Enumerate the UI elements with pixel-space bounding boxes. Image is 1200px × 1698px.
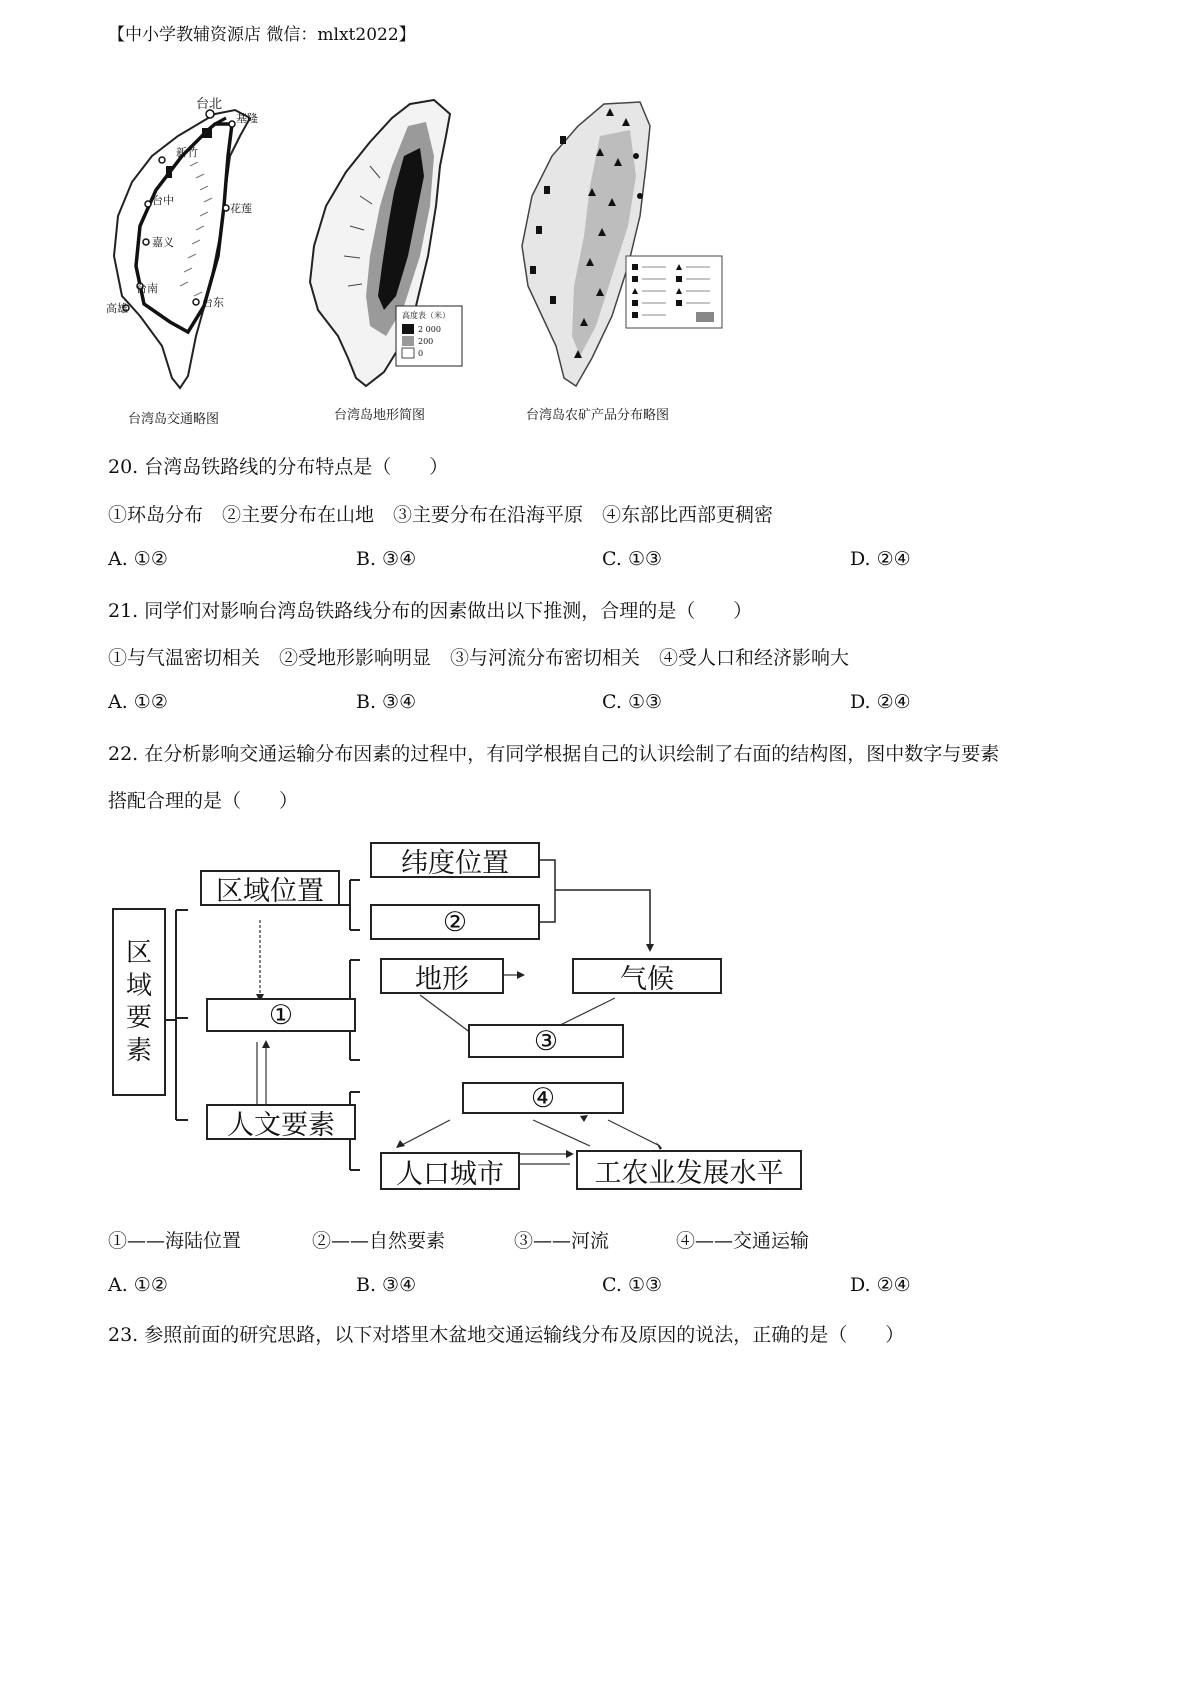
question-21-stem: 21. 同学们对影响台湾岛铁路线分布的因素做出以下推测，合理的是（ ） (108, 600, 753, 622)
question-22-stem-cont: 搭配合理的是（ ） (108, 790, 299, 812)
option-b[interactable]: B. ③④ (356, 548, 417, 570)
root-char: 要 (125, 1003, 152, 1033)
question-22-item-3: ③——河流 (514, 1230, 610, 1252)
terrain-map-caption: 台湾岛地形简图 (334, 408, 426, 423)
root-char: 区 (125, 938, 152, 968)
diagram-node-industry-agri: 工农业发展水平 (576, 1150, 802, 1190)
taiwan-traffic-map (100, 96, 300, 396)
diagram-root-regional-factors (112, 908, 166, 1096)
place-label: 台东 (202, 296, 224, 309)
question-22-stem: 22. 在分析影响交通运输分布因素的过程中，有同学根据自己的认识绘制了右面的结构图，图中数字与要素 (108, 743, 1000, 765)
place-label: 新竹 (176, 146, 198, 159)
taiwan-agri-mineral-map (500, 96, 730, 396)
option-d[interactable]: D. ②④ (850, 548, 911, 570)
svg-text:0: 0 (418, 349, 424, 358)
option-a[interactable]: A. ①② (108, 1274, 168, 1296)
option-b[interactable]: B. ③④ (356, 1274, 417, 1296)
place-label: 嘉义 (152, 236, 174, 249)
question-23-stem: 23. 参照前面的研究思路，以下对塔里木盆地交通运输线分布及原因的说法，正确的是（ ） (108, 1324, 905, 1346)
option-d[interactable]: D. ②④ (850, 1274, 911, 1296)
place-label: 基隆 (236, 112, 258, 125)
svg-text:2 000: 2 000 (418, 325, 441, 334)
diagram-node-climate: 气候 (572, 958, 722, 994)
taipei-marker (202, 128, 212, 138)
diagram-node-4: ④ (462, 1082, 624, 1114)
agri-map-caption: 台湾岛农矿产品分布略图 (526, 408, 670, 423)
diagram-node-1: ① (206, 998, 356, 1032)
diagram-node-2: ② (370, 904, 540, 940)
taiwan-terrain-map (300, 96, 500, 396)
place-label: 台北 (196, 97, 223, 112)
question-22-item-2: ②——自然要素 (312, 1230, 446, 1252)
place-label: 台南 (136, 282, 158, 295)
place-label: 台中 (152, 194, 174, 207)
place-label: 高雄 (106, 302, 128, 315)
svg-text:200: 200 (418, 337, 434, 346)
option-c[interactable]: C. ①③ (602, 691, 663, 713)
question-20-stem: 20. 台湾岛铁路线的分布特点是（ ） (108, 456, 449, 478)
option-d[interactable]: D. ②④ (850, 691, 911, 713)
option-c[interactable]: C. ①③ (602, 1274, 663, 1296)
question-22-item-4: ④——交通运输 (676, 1230, 810, 1252)
option-a[interactable]: A. ①② (108, 691, 168, 713)
diagram-node-regional-position: 区域位置 (200, 870, 340, 906)
diagram-node-population-city: 人口城市 (380, 1152, 520, 1190)
diagram-node-3: ③ (468, 1024, 624, 1058)
option-a[interactable]: A. ①② (108, 548, 168, 570)
option-c[interactable]: C. ①③ (602, 548, 663, 570)
diagram-node-latitude: 纬度位置 (370, 842, 540, 878)
question-22-item-1: ①——海陆位置 (108, 1230, 242, 1252)
page-header: 【中小学教辅资源店 微信：mlxt2022】 (108, 25, 416, 45)
question-21-items: ①与气温密切相关 ②受地形影响明显 ③与河流分布密切相关 ④受人口和经济影响大 (108, 647, 850, 669)
traffic-map-caption: 台湾岛交通略图 (128, 412, 220, 427)
question-20-items: ①环岛分布 ②主要分布在山地 ③主要分布在沿海平原 ④东部比西部更稠密 (108, 504, 774, 526)
diagram-node-terrain: 地形 (380, 958, 504, 994)
root-char: 域 (125, 970, 152, 1001)
place-label: 花莲 (230, 202, 252, 215)
svg-text:高度表（米）: 高度表（米） (402, 311, 450, 320)
diagram-node-human-factors: 人文要素 (206, 1104, 356, 1140)
option-b[interactable]: B. ③④ (356, 691, 417, 713)
root-char: 素 (125, 1035, 152, 1066)
